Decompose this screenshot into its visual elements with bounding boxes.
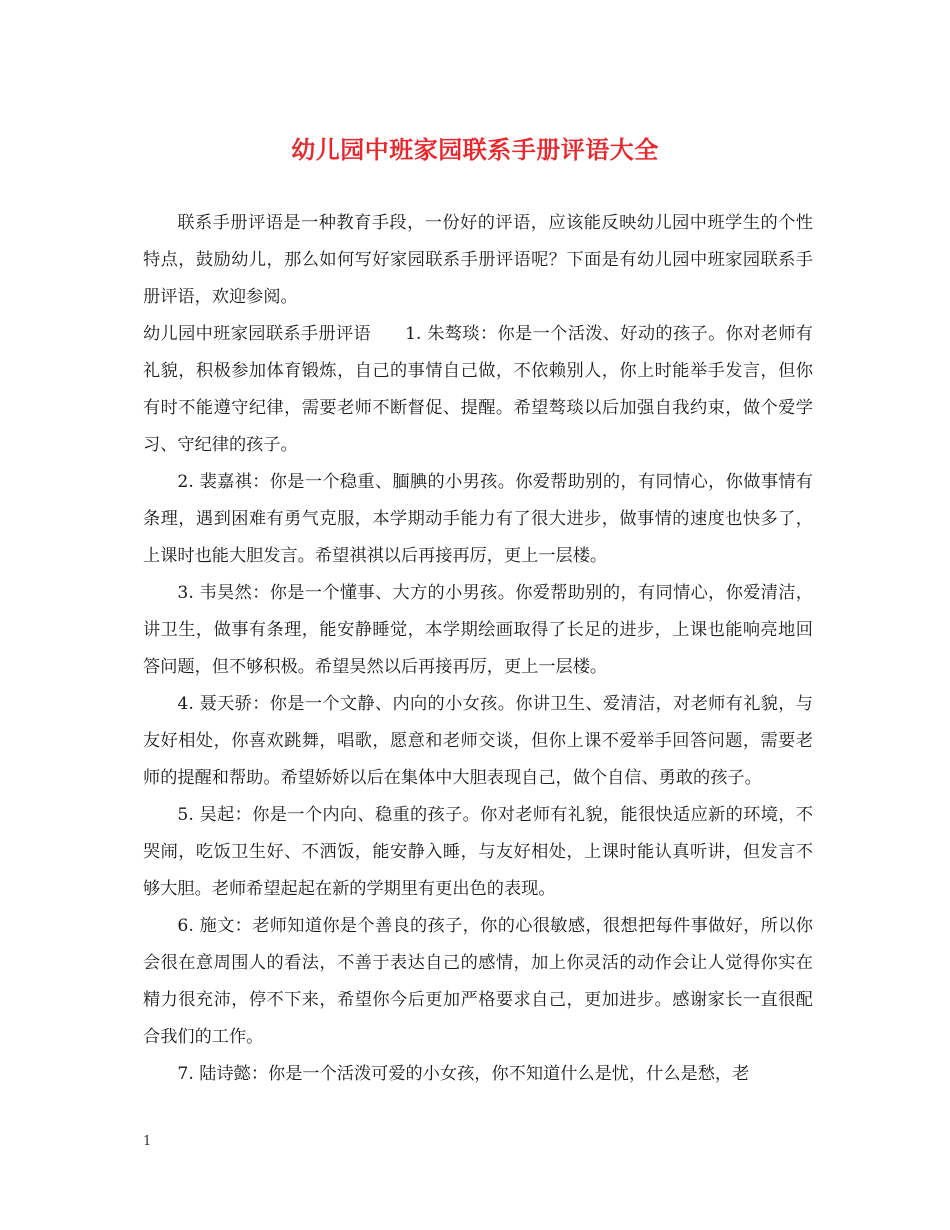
- document-title: 幼儿园中班家园联系手册评语大全: [291, 135, 659, 164]
- comment-paragraph-4: 4. 聂天骄：你是一个文静、内向的小女孩。你讲卫生、爱清洁，对老师有礼貌，与友好相处，你喜欢跳舞，唱歌，愿意和老师交谈，但你上课不爱举手回答问题，需要老师的提醒和帮助。希望娇娇以后在集体中大胆表现自己，做个自信、勇敢的孩子。: [143, 694, 813, 788]
- comment-paragraph-2: 2. 裴嘉祺：你是一个稳重、腼腆的小男孩。你爱帮助别的，有同情心，你做事情有条理，遇到困难有勇气克服，本学期动手能力有了很大进步，做事情的速度也快多了，上课时也能大胆发言。希望祺祺以后再接再厉，更上一层楼。: [143, 472, 813, 566]
- comment-paragraph-1: [143, 316, 813, 464]
- comment-paragraph-3: 3. 韦昊然：你是一个懂事、大方的小男孩。你爱帮助别的，有同情心，你爱清洁，讲卫生，做事有条理，能安静睡觉，本学期绘画取得了长足的进步，上课也能响亮地回答问题，但不够积极。希望昊然以后再接再厉，更上一层楼。: [143, 583, 813, 677]
- document-body: [143, 205, 813, 1093]
- page-number: 1: [143, 1134, 152, 1149]
- section-heading: 幼儿园中班家园联系手册评语: [143, 324, 372, 344]
- comment-paragraph-6: 6. 施文：老师知道你是个善良的孩子，你的心很敏感，很想把每件事做好，所以你会很在意周围人的看法，不善于表达自己的感情，加上你灵活的动作会让人觉得你实在精力很充沛，停不下来，希望你今后更加严格要求自己，更加进步。感谢家长一直很配合我们的工作。: [143, 916, 813, 1047]
- comment-text-1: 1. 朱骜琰：你是一个活泼、好动的孩子。你对老师有礼貌，积极参加体育锻炼，自己的事情自己做，不依赖别人，你上时能举手发言，但你有时不能遵守纪律，需要老师不断督促、提醒。希望骜琰以后加强自我约束，做个爱学习、守纪律的孩子。: [143, 324, 813, 455]
- intro-paragraph: 联系手册评语是一种教育手段，一份好的评语，应该能反映幼儿园中班学生的个性特点，鼓励幼儿，那么如何写好家园联系手册评语呢？下面是有幼儿园中班家园联系手册评语，欢迎参阅。: [143, 213, 813, 307]
- comment-paragraph-5: 5. 吴起：你是一个内向、稳重的孩子。你对老师有礼貌，能很快适应新的环境，不哭闹，吃饭卫生好、不洒饭，能安静入睡，与友好相处，上课时能认真听讲，但发言不够大胆。老师希望起起在新的学期里有更出色的表现。: [143, 805, 813, 899]
- comment-paragraph-7: 7. 陆诗懿：你是一个活泼可爱的小女孩，你不知道什么是忧，什么是愁，老: [177, 1064, 750, 1084]
